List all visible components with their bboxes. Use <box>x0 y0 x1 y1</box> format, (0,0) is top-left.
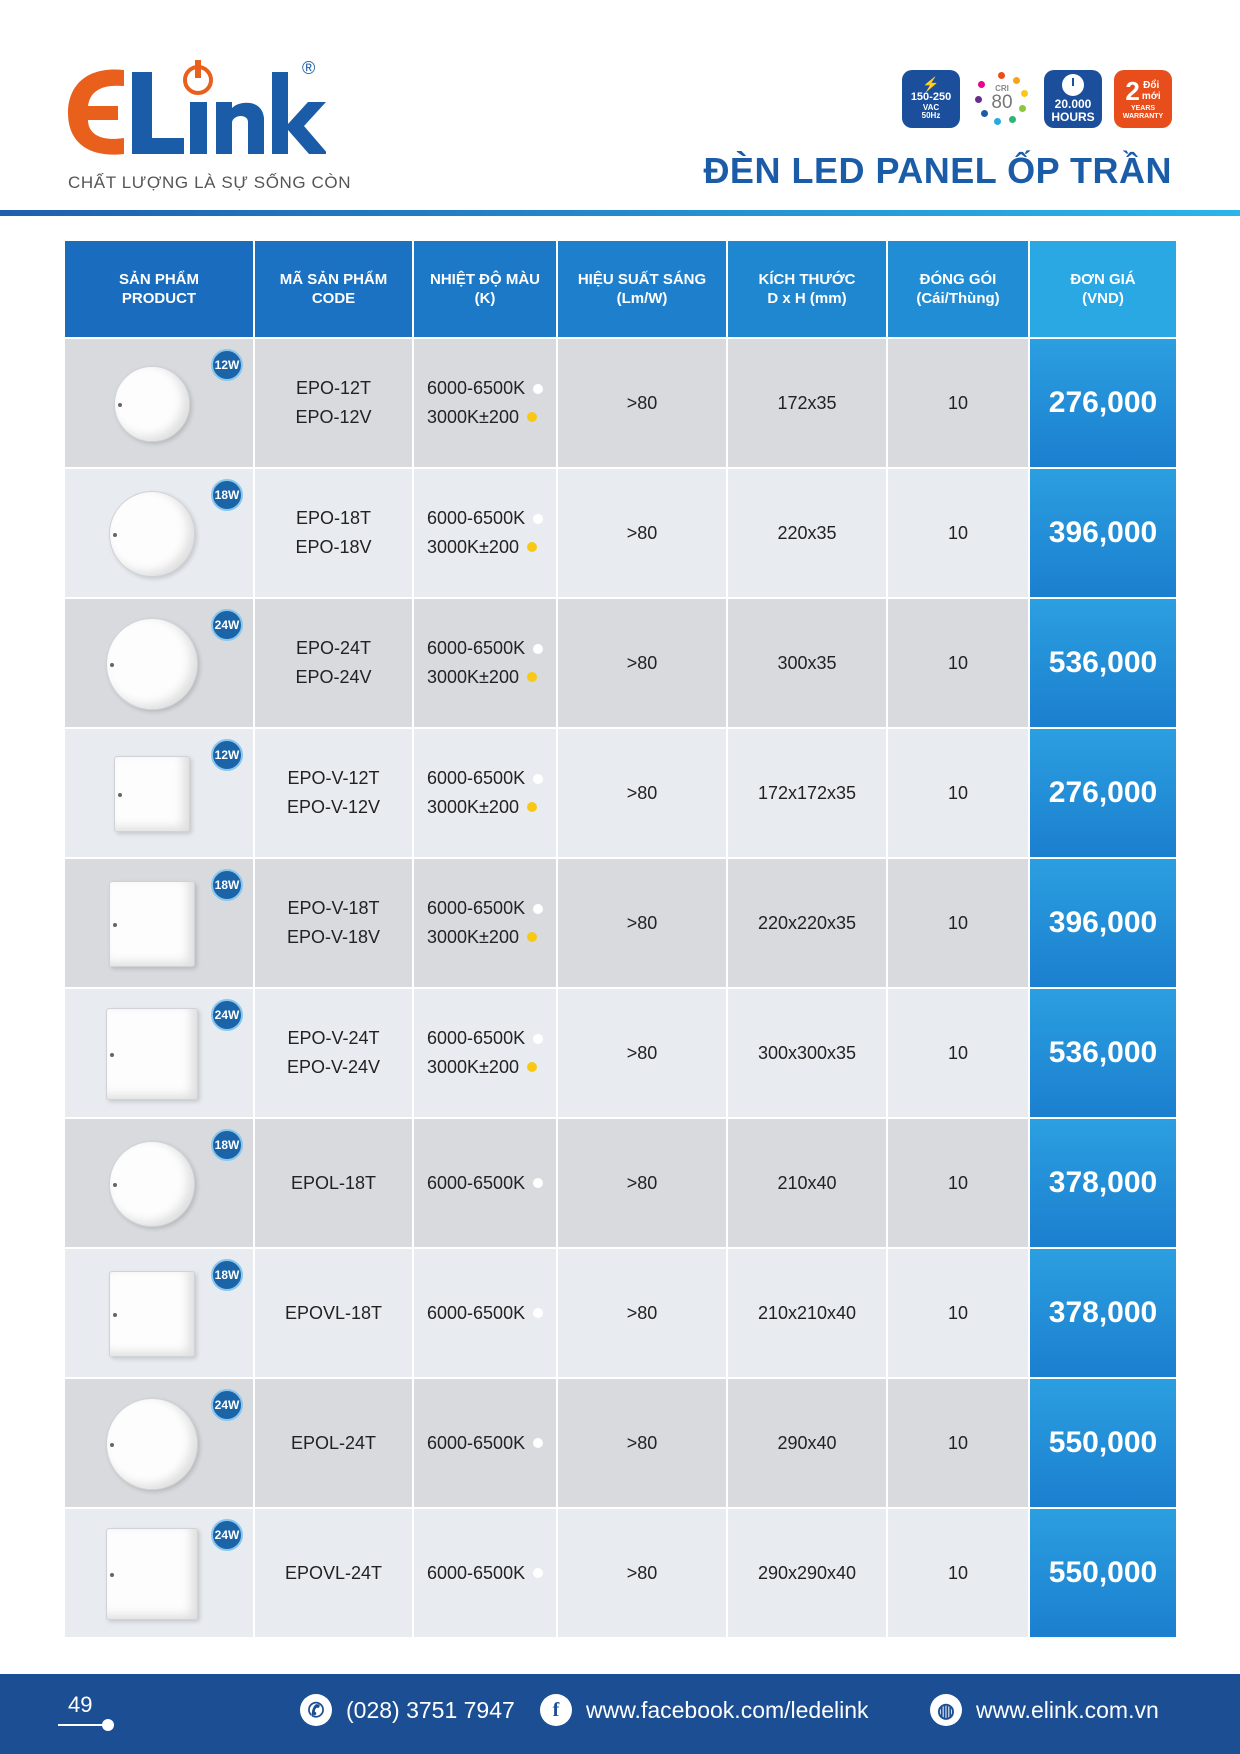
product-image-cell <box>65 1249 255 1377</box>
color-temp-cell <box>414 1249 558 1377</box>
packing-cell: 10 <box>888 339 1030 467</box>
color-temp-line <box>427 1559 543 1588</box>
product-code: EPO-V-24T <box>287 1028 380 1049</box>
website-link[interactable]: www.elink.com.vn <box>976 1696 1159 1723</box>
table-row <box>65 1247 1176 1377</box>
table-header <box>65 241 1176 337</box>
price-cell: 378,000 <box>1030 1119 1176 1247</box>
lifetime-hours: 20.000 <box>1054 97 1092 112</box>
packing-cell: 10 <box>888 1119 1030 1247</box>
color-temp-line <box>427 1053 537 1082</box>
color-temp-value: 6000-6500K <box>427 1172 526 1193</box>
color-temp-line <box>427 894 543 923</box>
product-code: EPOL-24T <box>290 1432 377 1453</box>
page-header <box>0 0 1240 215</box>
wattage-badge: 24W <box>211 609 243 641</box>
page-footer <box>0 1674 1240 1754</box>
cool-white-dot-icon <box>533 904 543 914</box>
color-temp-line <box>427 1024 543 1053</box>
phone-number: (028) 3751 7947 <box>346 1696 515 1723</box>
warranty-text-3: YEARS <box>1130 105 1156 113</box>
square-panel-image <box>106 1528 198 1620</box>
square-panel-image <box>109 1271 195 1357</box>
price-cell: 276,000 <box>1030 729 1176 857</box>
product-code-cell <box>255 469 414 597</box>
warranty-badge <box>1114 70 1172 128</box>
color-temp-cell <box>414 339 558 467</box>
page-number-rule <box>58 1724 106 1726</box>
facebook-link[interactable]: www.facebook.com/ledelink <box>586 1696 869 1723</box>
voltage-frequency: 50Hz <box>921 111 941 121</box>
header-color-temp: NHIỆT ĐỘ MÀU (K) <box>414 241 558 337</box>
cool-white-dot-icon <box>533 1034 543 1044</box>
product-code: EPO-V-18V <box>286 927 381 947</box>
size-cell: 210x40 <box>728 1119 888 1247</box>
color-temp-value: 3000K±200 <box>427 407 519 427</box>
table-row <box>65 1377 1176 1507</box>
color-temp-cell <box>414 1379 558 1507</box>
wattage-badge: 12W <box>211 349 243 381</box>
size-cell: 300x35 <box>728 599 888 727</box>
square-panel-image <box>114 756 190 832</box>
size-cell: 210x210x40 <box>728 1249 888 1377</box>
size-cell: 300x300x35 <box>728 989 888 1117</box>
warm-yellow-dot-icon <box>527 802 537 812</box>
product-code-cell <box>255 989 414 1117</box>
color-temp-line <box>427 793 537 822</box>
cool-white-dot-icon <box>533 1308 543 1318</box>
header-packing: ĐÓNG GÓI (Cái/Thùng) <box>888 241 1030 337</box>
warm-yellow-dot-icon <box>527 542 537 552</box>
color-temp-line <box>427 403 537 432</box>
warm-yellow-dot-icon <box>527 412 537 422</box>
price-cell: 378,000 <box>1030 1249 1176 1377</box>
wattage-badge: 24W <box>211 1389 243 1421</box>
size-cell: 220x220x35 <box>728 859 888 987</box>
feature-badges <box>902 70 1172 128</box>
color-temp-value: 6000-6500K <box>427 638 526 659</box>
phone-icon: ✆ <box>300 1694 332 1726</box>
packing-cell: 10 <box>888 599 1030 727</box>
color-temp-value: 6000-6500K <box>427 1028 526 1049</box>
product-image-cell <box>65 989 255 1117</box>
page-number-dot <box>102 1719 114 1731</box>
warranty-text-1: Đổi <box>1143 80 1160 92</box>
square-panel-image <box>106 1008 198 1100</box>
size-cell: 290x290x40 <box>728 1509 888 1637</box>
table-row <box>65 987 1176 1117</box>
table-row <box>65 597 1176 727</box>
header-product: SẢN PHẨM PRODUCT <box>65 241 255 337</box>
contact-phone <box>300 1694 515 1726</box>
elink-logo <box>66 58 326 168</box>
product-code: EPOVL-24T <box>284 1562 383 1583</box>
product-image-cell <box>65 859 255 987</box>
color-temp-value: 6000-6500K <box>427 768 526 789</box>
price-cell: 550,000 <box>1030 1379 1176 1507</box>
efficiency-cell: >80 <box>558 599 728 727</box>
cool-white-dot-icon <box>533 384 543 394</box>
cri-label: CRI <box>995 83 1009 93</box>
warm-yellow-dot-icon <box>527 1062 537 1072</box>
cool-white-dot-icon <box>533 1438 543 1448</box>
lifetime-badge <box>1044 70 1102 128</box>
header-divider <box>0 210 1240 216</box>
color-temp-line <box>427 634 543 663</box>
product-image-cell <box>65 599 255 727</box>
product-code: EPO-24T <box>295 638 372 659</box>
color-temp-value: 3000K±200 <box>427 797 519 817</box>
color-temp-value: 3000K±200 <box>427 667 519 687</box>
product-code: EPOL-18T <box>290 1172 377 1193</box>
color-temp-cell <box>414 1509 558 1637</box>
clock-icon <box>1062 74 1084 96</box>
wattage-badge: 18W <box>211 869 243 901</box>
table-row <box>65 727 1176 857</box>
efficiency-cell: >80 <box>558 1119 728 1247</box>
color-temp-value: 3000K±200 <box>427 537 519 557</box>
round-panel-image <box>106 1398 198 1490</box>
packing-cell: 10 <box>888 989 1030 1117</box>
product-code-cell <box>255 1509 414 1637</box>
color-temp-line <box>427 923 537 952</box>
product-image-cell <box>65 1119 255 1247</box>
color-temp-cell <box>414 989 558 1117</box>
color-temp-line <box>427 1169 543 1198</box>
product-code: EPO-18T <box>295 508 372 529</box>
color-temp-line <box>427 663 537 692</box>
color-temp-value: 6000-6500K <box>427 1302 526 1323</box>
warm-yellow-dot-icon <box>527 672 537 682</box>
color-temp-value: 3000K±200 <box>427 927 519 947</box>
voltage-range: 150-250 <box>910 91 952 104</box>
product-code: EPO-24V <box>295 667 372 687</box>
table-row <box>65 337 1176 467</box>
product-image-cell <box>65 469 255 597</box>
color-temp-line <box>427 1429 543 1458</box>
color-temp-cell <box>414 729 558 857</box>
cool-white-dot-icon <box>533 1178 543 1188</box>
color-temp-line <box>427 374 543 403</box>
cri-badge <box>972 70 1032 128</box>
page-number: 49 <box>68 1692 93 1717</box>
color-temp-line <box>427 764 543 793</box>
table-row <box>65 467 1176 597</box>
color-temp-line <box>427 533 537 562</box>
table-row <box>65 1117 1176 1247</box>
wattage-badge: 18W <box>211 479 243 511</box>
packing-cell: 10 <box>888 1509 1030 1637</box>
product-code: EPO-V-12V <box>286 797 381 817</box>
page-title: ĐÈN LED PANEL ỐP TRẦN <box>703 150 1172 191</box>
product-image-cell <box>65 1509 255 1637</box>
header-efficiency: HIỆU SUẤT SÁNG (Lm/W) <box>558 241 728 337</box>
wattage-badge: 12W <box>211 739 243 771</box>
price-table <box>65 241 1176 1637</box>
efficiency-cell: >80 <box>558 989 728 1117</box>
table-row <box>65 857 1176 987</box>
cool-white-dot-icon <box>533 644 543 654</box>
product-code: EPO-18V <box>295 537 372 557</box>
header-price: ĐƠN GIÁ (VND) <box>1030 241 1176 337</box>
efficiency-cell: >80 <box>558 1249 728 1377</box>
header-size: KÍCH THƯỚC D x H (mm) <box>728 241 888 337</box>
color-temp-value: 3000K±200 <box>427 1057 519 1077</box>
round-panel-image <box>114 366 190 442</box>
product-code-cell <box>255 339 414 467</box>
product-image-cell <box>65 1379 255 1507</box>
product-code-cell <box>255 1379 414 1507</box>
packing-cell: 10 <box>888 859 1030 987</box>
contact-facebook[interactable] <box>540 1694 869 1726</box>
voltage-unit: VAC <box>922 102 940 112</box>
product-code: EPO-V-24V <box>286 1057 381 1077</box>
warranty-text-2: mới <box>1141 90 1161 102</box>
color-temp-value: 6000-6500K <box>427 898 526 919</box>
voltage-badge <box>902 70 960 128</box>
packing-cell: 10 <box>888 469 1030 597</box>
wattage-badge: 24W <box>211 999 243 1031</box>
size-cell: 220x35 <box>728 469 888 597</box>
round-panel-image <box>109 1141 195 1227</box>
cool-white-dot-icon <box>533 774 543 784</box>
brand-tagline: CHẤT LƯỢNG LÀ SỰ SỐNG CÒN <box>68 173 352 192</box>
efficiency-cell: >80 <box>558 729 728 857</box>
warm-yellow-dot-icon <box>527 932 537 942</box>
product-image-cell <box>65 339 255 467</box>
product-code: EPO-12T <box>295 378 372 399</box>
wattage-badge: 18W <box>211 1259 243 1291</box>
cri-value: 80 <box>991 92 1013 114</box>
round-panel-image <box>109 491 195 577</box>
product-code: EPOVL-18T <box>284 1302 383 1323</box>
cool-white-dot-icon <box>533 514 543 524</box>
product-image-cell <box>65 729 255 857</box>
table-body <box>65 337 1176 1637</box>
color-temp-value: 6000-6500K <box>427 508 526 529</box>
warranty-text-4: WARRANTY <box>1122 112 1164 120</box>
product-code-cell <box>255 859 414 987</box>
color-temp-cell <box>414 1119 558 1247</box>
facebook-icon: f <box>540 1694 572 1726</box>
cri-color-ring-icon <box>975 72 1029 126</box>
color-temp-value: 6000-6500K <box>427 1432 526 1453</box>
warranty-years: 2 <box>1125 76 1140 106</box>
efficiency-cell: >80 <box>558 469 728 597</box>
lifetime-unit: HOURS <box>1051 110 1095 124</box>
round-panel-image <box>106 618 198 710</box>
price-cell: 536,000 <box>1030 989 1176 1117</box>
globe-icon: ◍ <box>930 1694 962 1726</box>
table-row <box>65 1507 1176 1637</box>
product-code: EPO-V-12T <box>287 768 380 789</box>
color-temp-line <box>427 1299 543 1328</box>
color-temp-line <box>427 504 543 533</box>
product-code-cell <box>255 729 414 857</box>
efficiency-cell: >80 <box>558 339 728 467</box>
efficiency-cell: >80 <box>558 1379 728 1507</box>
product-code: EPO-V-18T <box>287 898 380 919</box>
price-cell: 536,000 <box>1030 599 1176 727</box>
color-temp-value: 6000-6500K <box>427 1562 526 1583</box>
packing-cell: 10 <box>888 729 1030 857</box>
size-cell: 290x40 <box>728 1379 888 1507</box>
price-cell: 276,000 <box>1030 339 1176 467</box>
price-cell: 396,000 <box>1030 469 1176 597</box>
registered-mark: ® <box>302 58 316 78</box>
color-temp-cell <box>414 469 558 597</box>
size-cell: 172x172x35 <box>728 729 888 857</box>
efficiency-cell: >80 <box>558 1509 728 1637</box>
price-cell: 396,000 <box>1030 859 1176 987</box>
lightning-icon: ⚡ <box>922 76 940 93</box>
color-temp-cell <box>414 599 558 727</box>
wattage-badge: 18W <box>211 1129 243 1161</box>
packing-cell: 10 <box>888 1379 1030 1507</box>
efficiency-cell: >80 <box>558 859 728 987</box>
cool-white-dot-icon <box>533 1568 543 1578</box>
packing-cell: 10 <box>888 1249 1030 1377</box>
price-cell: 550,000 <box>1030 1509 1176 1637</box>
wattage-badge: 24W <box>211 1519 243 1551</box>
contact-website[interactable] <box>930 1694 1159 1726</box>
color-temp-cell <box>414 859 558 987</box>
product-code: EPO-12V <box>295 407 372 427</box>
product-code-cell <box>255 1249 414 1377</box>
color-temp-value: 6000-6500K <box>427 378 526 399</box>
size-cell: 172x35 <box>728 339 888 467</box>
header-code: MÃ SẢN PHẨM CODE <box>255 241 414 337</box>
square-panel-image <box>109 881 195 967</box>
product-code-cell <box>255 1119 414 1247</box>
product-code-cell <box>255 599 414 727</box>
